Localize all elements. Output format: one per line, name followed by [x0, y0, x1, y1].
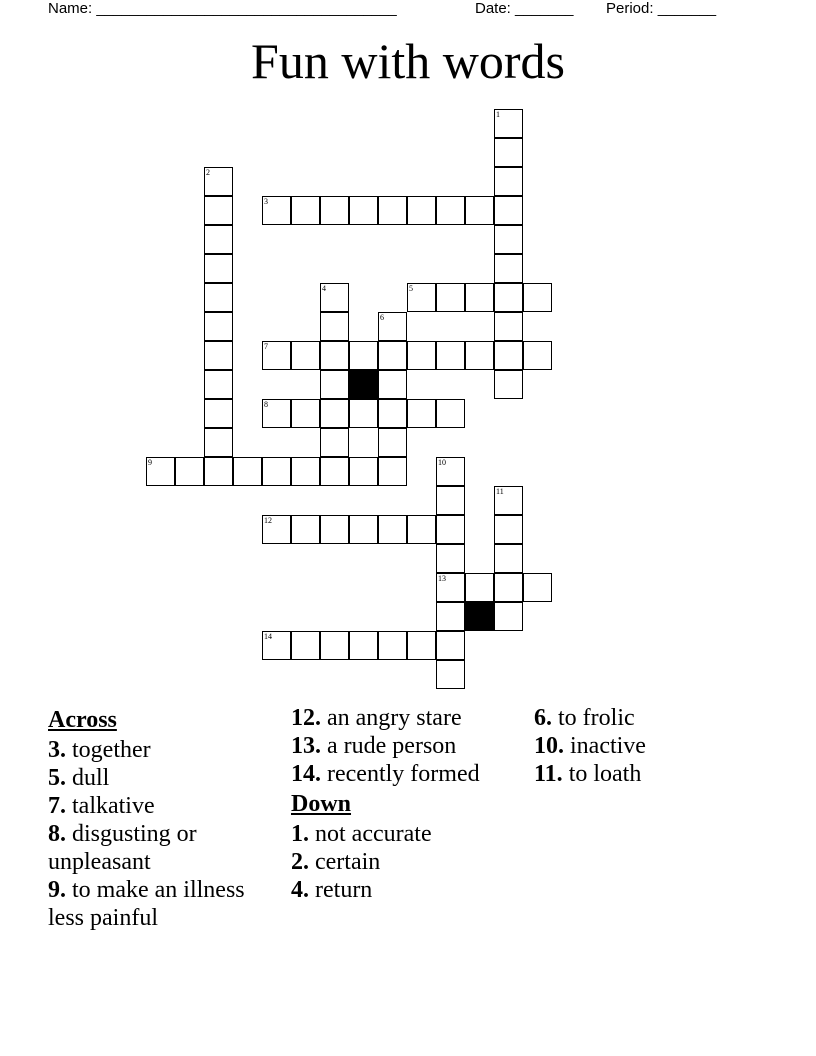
clue-text: together — [72, 737, 151, 763]
crossword-cell[interactable] — [291, 457, 320, 486]
crossword-cell[interactable] — [436, 631, 465, 660]
crossword-cell[interactable] — [436, 486, 465, 515]
clue-number-label: 1. — [291, 821, 309, 847]
crossword-cell[interactable] — [407, 283, 436, 312]
crossword-cell[interactable] — [494, 602, 523, 631]
down-heading: Down — [291, 791, 352, 817]
page-title: Fun with words — [251, 33, 565, 89]
crossword-cell[interactable] — [262, 341, 291, 370]
clue-text: to make an illness less painful — [48, 877, 245, 931]
clue-number-label: 12. — [291, 705, 321, 731]
clue-number: 5 — [409, 284, 413, 293]
crossword-cell[interactable] — [378, 515, 407, 544]
crossword-cell[interactable] — [407, 515, 436, 544]
crossword-cell[interactable] — [378, 312, 407, 341]
crossword-cell[interactable] — [494, 486, 523, 515]
clue-text: to frolic — [558, 705, 635, 731]
clue-number-label: 8. — [48, 821, 66, 847]
clue-across — [291, 732, 521, 760]
crossword-cell[interactable] — [436, 660, 465, 689]
crossword-cell[interactable] — [320, 341, 349, 370]
crossword-cell[interactable] — [523, 573, 552, 602]
crossword-cell[interactable] — [291, 515, 320, 544]
crossword-cell[interactable] — [523, 341, 552, 370]
crossword-cell[interactable] — [465, 196, 494, 225]
crossword-cell[interactable] — [465, 341, 494, 370]
crossword-cell[interactable] — [349, 631, 378, 660]
crossword-cell[interactable] — [378, 399, 407, 428]
clue-number: 4 — [322, 284, 326, 293]
crossword-cell[interactable] — [494, 370, 523, 399]
crossword-cell[interactable] — [291, 341, 320, 370]
crossword-cell[interactable] — [378, 341, 407, 370]
crossword-cell[interactable] — [378, 428, 407, 457]
clue-across — [48, 876, 278, 932]
crossword-cell[interactable] — [262, 399, 291, 428]
clue-down — [534, 760, 764, 788]
crossword-cell[interactable] — [204, 225, 233, 254]
clue-number: 3 — [264, 197, 268, 206]
crossword-cell[interactable] — [407, 196, 436, 225]
clue-number: 13 — [438, 574, 446, 583]
crossword-cell[interactable] — [204, 428, 233, 457]
clue-number: 9 — [148, 458, 152, 467]
crossword-cell[interactable] — [378, 631, 407, 660]
crossword-cell[interactable] — [320, 283, 349, 312]
crossword-cell[interactable] — [349, 196, 378, 225]
clue-across — [48, 792, 278, 820]
clue-number: 2 — [206, 168, 210, 177]
crossword-cell[interactable] — [436, 515, 465, 544]
clue-text: recently formed — [327, 761, 480, 787]
crossword-cell[interactable] — [320, 631, 349, 660]
clue-number-label: 2. — [291, 849, 309, 875]
crossword-cell[interactable] — [262, 631, 291, 660]
clue-text: not accurate — [315, 821, 432, 847]
crossword-cell[interactable] — [320, 428, 349, 457]
crossword-cell[interactable] — [320, 196, 349, 225]
crossword-cell[interactable] — [233, 457, 262, 486]
clue-across — [291, 704, 521, 732]
blocked-cell — [349, 370, 378, 399]
clue-number-label: 14. — [291, 761, 321, 787]
crossword-cell[interactable] — [494, 515, 523, 544]
clue-number-label: 13. — [291, 733, 321, 759]
crossword-cell[interactable] — [494, 109, 523, 138]
crossword-cell[interactable] — [349, 341, 378, 370]
crossword-cell[interactable] — [494, 196, 523, 225]
crossword-cell[interactable] — [204, 196, 233, 225]
period-field[interactable]: Period: _______ — [606, 0, 717, 17]
crossword-cell[interactable] — [436, 283, 465, 312]
crossword-cell[interactable] — [494, 138, 523, 167]
clue-number: 14 — [264, 632, 272, 641]
blocked-cell — [465, 602, 494, 631]
across-heading: Across — [48, 707, 117, 733]
crossword-cell[interactable] — [436, 341, 465, 370]
clue-text: to loath — [568, 761, 642, 787]
crossword-cell[interactable] — [320, 457, 349, 486]
crossword-cell[interactable] — [291, 631, 320, 660]
crossword-cell[interactable] — [204, 341, 233, 370]
clue-number-label: 7. — [48, 793, 66, 819]
crossword-cell[interactable] — [204, 167, 233, 196]
clue-across — [48, 820, 278, 876]
crossword-cell[interactable] — [204, 283, 233, 312]
clue-number-label: 5. — [48, 765, 66, 791]
clue-text: inactive — [570, 733, 646, 759]
crossword-cell[interactable] — [407, 341, 436, 370]
clue-across — [48, 736, 278, 764]
clue-number: 1 — [496, 110, 500, 119]
clue-down — [291, 876, 521, 904]
clue-down — [291, 820, 521, 848]
clue-number: 11 — [496, 487, 504, 496]
clue-text: disgusting or unpleasant — [48, 821, 197, 875]
crossword-cell[interactable] — [436, 573, 465, 602]
crossword-cell[interactable] — [378, 196, 407, 225]
crossword-cell[interactable] — [204, 457, 233, 486]
crossword-cell[interactable] — [204, 399, 233, 428]
name-field[interactable]: Name: ____________________________________ — [48, 0, 397, 17]
clue-down — [291, 848, 521, 876]
clue-across — [291, 760, 521, 788]
clue-number-label: 6. — [534, 705, 552, 731]
clue-number: 6 — [380, 313, 384, 322]
crossword-cell[interactable] — [494, 283, 523, 312]
crossword-cell[interactable] — [436, 196, 465, 225]
crossword-cell[interactable] — [262, 515, 291, 544]
clue-text: a rude person — [327, 733, 457, 759]
crossword-cell[interactable] — [407, 399, 436, 428]
crossword-cell[interactable] — [146, 457, 175, 486]
crossword-cell[interactable] — [320, 312, 349, 341]
crossword-cell[interactable] — [465, 283, 494, 312]
crossword-cell[interactable] — [436, 399, 465, 428]
crossword-cell[interactable] — [378, 370, 407, 399]
clues-column-2 — [291, 704, 521, 904]
crossword-cell[interactable] — [436, 544, 465, 573]
clue-text: return — [315, 877, 373, 903]
clue-down — [534, 732, 764, 760]
clue-number: 10 — [438, 458, 446, 467]
clue-number-label: 10. — [534, 733, 564, 759]
clues-column-1 — [48, 704, 278, 932]
crossword-cell[interactable] — [262, 457, 291, 486]
crossword-cell[interactable] — [320, 370, 349, 399]
clue-text: certain — [315, 849, 381, 875]
clue-number-label: 3. — [48, 737, 66, 763]
crossword-cell[interactable] — [465, 573, 494, 602]
crossword-cell[interactable] — [204, 312, 233, 341]
crossword-cell[interactable] — [494, 312, 523, 341]
crossword-cell[interactable] — [494, 254, 523, 283]
clue-down — [534, 704, 764, 732]
clue-number: 8 — [264, 400, 268, 409]
crossword-cell[interactable] — [378, 457, 407, 486]
clues-column-3 — [534, 704, 764, 788]
crossword-cell[interactable] — [494, 544, 523, 573]
crossword-cell[interactable] — [407, 631, 436, 660]
crossword-cell[interactable] — [349, 457, 378, 486]
crossword-cell[interactable] — [291, 196, 320, 225]
crossword-cell[interactable] — [523, 283, 552, 312]
clue-number-label: 9. — [48, 877, 66, 903]
crossword-cell[interactable] — [494, 225, 523, 254]
crossword-cell[interactable] — [204, 254, 233, 283]
crossword-cell[interactable] — [494, 167, 523, 196]
crossword-cell[interactable] — [494, 573, 523, 602]
clue-number: 7 — [264, 342, 268, 351]
crossword-cell[interactable] — [320, 399, 349, 428]
clue-number-label: 4. — [291, 877, 309, 903]
crossword-cell[interactable] — [291, 399, 320, 428]
crossword-cell[interactable] — [436, 602, 465, 631]
crossword-cell[interactable] — [175, 457, 204, 486]
clue-text: dull — [72, 765, 110, 791]
crossword-cell[interactable] — [320, 515, 349, 544]
crossword-cell[interactable] — [494, 341, 523, 370]
crossword-cell[interactable] — [349, 399, 378, 428]
clue-number-label: 11. — [534, 761, 563, 787]
clue-across — [48, 764, 278, 792]
date-field[interactable]: Date: _______ — [475, 0, 574, 17]
clue-text: an angry stare — [327, 705, 462, 731]
crossword-cell[interactable] — [436, 457, 465, 486]
crossword-cell[interactable] — [204, 370, 233, 399]
clue-number: 12 — [264, 516, 272, 525]
crossword-cell[interactable] — [349, 515, 378, 544]
clue-text: talkative — [72, 793, 155, 819]
crossword-cell[interactable] — [262, 196, 291, 225]
